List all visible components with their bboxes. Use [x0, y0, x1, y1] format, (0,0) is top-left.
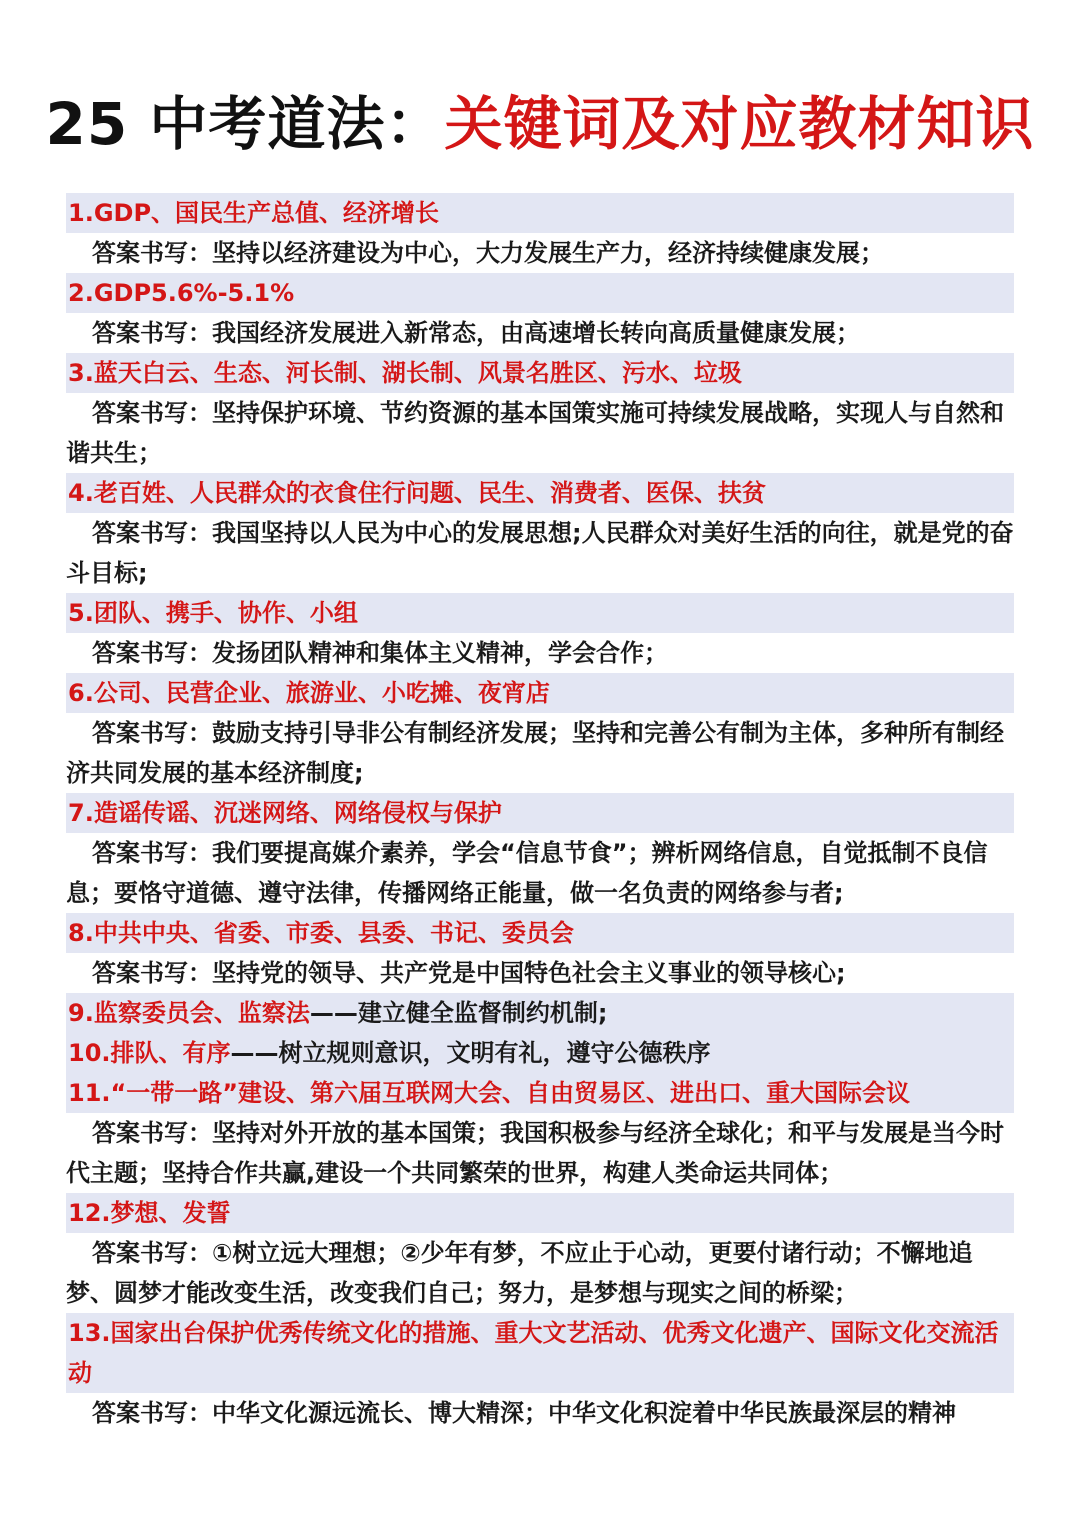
keyword-row-inline [66, 993, 1014, 1033]
answer-text: 答案书写：我国坚持以人民为中心的发展思想;人民群众对美好生活的向往，就是党的奋斗目标; [66, 519, 1014, 587]
keyword-row: 11.“一带一路”建设、第六届互联网大会、自由贸易区、进出口、重大国际会议 [66, 1073, 1014, 1113]
keyword-row: 3.蓝天白云、生态、河长制、湖长制、风景名胜区、污水、垃圾 [66, 353, 1014, 393]
answer-text: 答案书写：坚持保护环境、节约资源的基本国策实施可持续发展战略，实现人与自然和谐共生； [66, 399, 1004, 467]
title-prefix: 25 中考道法： [45, 90, 445, 158]
keyword-row: 8.中共中央、省委、市委、县委、书记、委员会 [66, 913, 1014, 953]
answer-text: 答案书写：鼓励支持引导非公有制经济发展；坚持和完善公有制为主体，多种所有制经济共同发展的基本经济制度; [66, 719, 1004, 787]
keyword-row: 13.国家出台保护优秀传统文化的措施、重大文艺活动、优秀文化遗产、国际文化交流活动 [66, 1313, 1014, 1393]
keyword-row: 5.团队、携手、协作、小组 [66, 593, 1014, 633]
keyword-row: 2.GDP5.6%-5.1% [66, 273, 1014, 313]
keyword-row: 4.老百姓、人民群众的衣食住行问题、民生、消费者、医保、扶贫 [66, 473, 1014, 513]
keyword-answer: ——建立健全监督制约机制; [309, 999, 608, 1027]
keyword-row: 7.造谣传谣、沉迷网络、网络侵权与保护 [66, 793, 1014, 833]
keyword-row: 12.梦想、发誓 [66, 1193, 1014, 1233]
keyword-row: 1.GDP、国民生产总值、经济增长 [66, 193, 1014, 233]
answer-text: 答案书写：发扬团队精神和集体主义精神，学会合作； [92, 639, 668, 667]
answer-text: 答案书写：坚持以经济建设为中心，大力发展生产力，经济持续健康发展； [92, 239, 884, 267]
keyword-row-inline [66, 1033, 1014, 1073]
keyword-row: 6.公司、民营企业、旅游业、小吃摊、夜宵店 [66, 673, 1014, 713]
keyword-text: 9.监察委员会、监察法 [68, 999, 310, 1027]
answer-text: 答案书写：中华文化源远流长、博大精深；中华文化积淀着中华民族最深层的精神 [92, 1399, 956, 1427]
knowledge-list [66, 193, 1014, 1433]
answer-text: 答案书写：我们要提高媒介素养，学会“信息节食”；辨析网络信息，自觉抵制不良信息；要恪守道德、遵守法律，传播网络正能量，做一名负责的网络参与者; [66, 839, 988, 907]
title-highlight: 关键词及对应教材知识 [444, 90, 1035, 158]
answer-text: 答案书写：坚持党的领导、共产党是中国特色社会主义事业的领导核心; [92, 959, 846, 987]
answer-text: 答案书写：①树立远大理想；②少年有梦，不应止于心动，更要付诸行动；不懈地追梦、圆梦才能改变生活，改变我们自己；努力，是梦想与现实之间的桥梁； [66, 1239, 973, 1307]
keyword-text: 10.排队、有序 [68, 1039, 231, 1067]
answer-text: 答案书写：我国经济发展进入新常态，由高速增长转向高质量健康发展； [92, 319, 860, 347]
answer-text: 答案书写：坚持对外开放的基本国策；我国积极参与经济全球化；和平与发展是当今时代主题；坚持合作共赢,建设一个共同繁荣的世界，构建人类命运共同体； [66, 1119, 1004, 1187]
keyword-answer: ——树立规则意识，文明有礼，遵守公德秩序 [230, 1039, 711, 1067]
page-title [0, 84, 1080, 164]
